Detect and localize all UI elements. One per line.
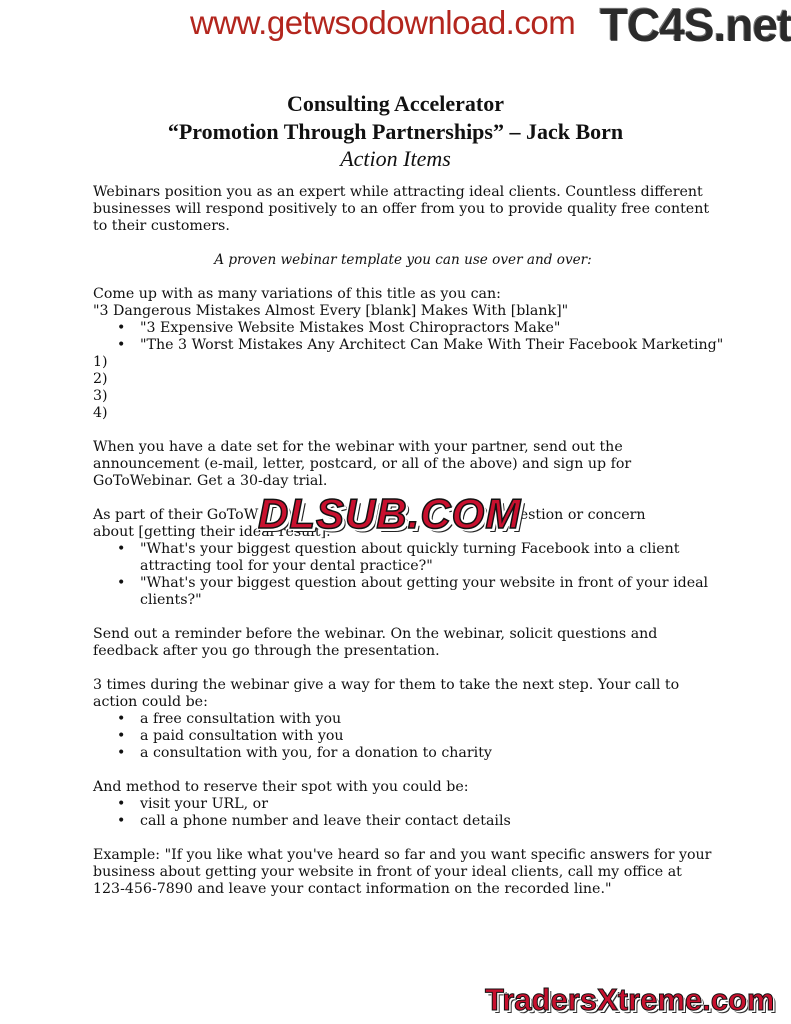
- watermark-dlsub: DLSUB.COM: [258, 490, 522, 537]
- reserve-option-list: [93, 796, 713, 830]
- cta-intro: 3 times during the webinar give a way for them to take the next step. Your call to action could be:: [93, 677, 680, 710]
- numbered-line: 2): [93, 371, 108, 387]
- list-item: • "The 3 Worst Mistakes Any Architect Can Make With Their Facebook Marketing": [93, 337, 713, 354]
- example-paragraph: Example: "If you like what you've heard so far and you want specific answers for your business about getting your website in front of your ideal clients, call my office at 123-456-7890 and leave your contact information on the recorded line.": [93, 847, 712, 897]
- list-item: • a consultation with you, for a donation to charity: [93, 745, 713, 762]
- cta-option-list: [93, 711, 713, 762]
- title-template: "3 Dangerous Mistakes Almost Every [blank] Makes With [blank]": [93, 303, 569, 319]
- watermark-tradersxtreme: TradersXtreme.com: [485, 982, 775, 1017]
- list-item: • call a phone number and leave their contact details: [93, 813, 713, 830]
- document-body: [93, 184, 724, 898]
- reminder-paragraph: Send out a reminder before the webinar. On the webinar, solicit questions and feedback after you go through the presentation.: [93, 626, 658, 659]
- watermark-url: www.getwsodownload.com: [190, 4, 576, 41]
- announcement-paragraph: When you have a date set for the webinar with your partner, send out the announcement (e-mail, letter, postcard, or all of the above) and sign up for GoToWebinar. Get a 30-day trial.: [93, 439, 632, 489]
- title-example-list: [93, 320, 724, 354]
- list-item: • "What's your biggest question about quickly turning Facebook into a client attracting tool for your dental practice?": [93, 541, 713, 575]
- list-item: • visit your URL, or: [93, 796, 713, 813]
- reserve-intro: And method to reserve their spot with you could be:: [93, 779, 469, 795]
- intro-paragraph: Webinars position you as an expert while attracting ideal clients. Countless different businesses will respond positively to an offer from you to provide quality free content to their customers.: [93, 184, 710, 234]
- numbered-line: 3): [93, 388, 108, 404]
- question-example-list: [93, 541, 713, 609]
- document-subtitle: “Promotion Through Partnerships” – Jack Born: [167, 119, 624, 144]
- title-prompt: Come up with as many variations of this title as you can:: [93, 286, 501, 302]
- watermark-tc4s-logo: TC4S.net: [600, 0, 791, 51]
- question-intro-start: As part of their GoToW: [93, 507, 259, 523]
- list-item: • a paid consultation with you: [93, 728, 713, 745]
- question-intro-end: t question or concern: [491, 507, 646, 523]
- list-item: • "What's your biggest question about getting your website in front of your ideal clients?": [93, 575, 713, 609]
- list-item: • a free consultation with you: [93, 711, 713, 728]
- document-section-label: Action Items: [340, 146, 451, 171]
- numbered-line: 1): [93, 354, 108, 370]
- template-caption: A proven webinar template you can use over and over:: [214, 252, 592, 268]
- document-header: [0, 90, 791, 172]
- numbered-line: 4): [93, 405, 108, 421]
- list-item: • "3 Expensive Website Mistakes Most Chiropractors Make": [93, 320, 713, 337]
- document-title: Consulting Accelerator: [287, 91, 504, 116]
- question-intro-line2: about [getting their ideal result].: [93, 524, 331, 540]
